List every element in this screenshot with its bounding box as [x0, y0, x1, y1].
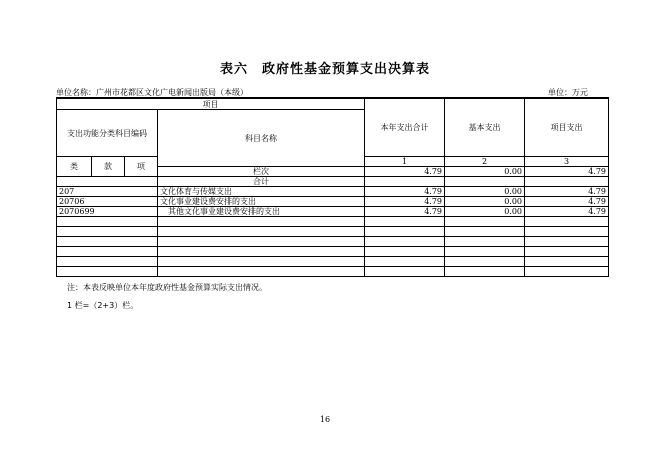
- page-title: 表六 政府性基金预算支出决算表: [219, 62, 430, 77]
- formula-note: 1 栏=（2+3）栏。: [67, 301, 139, 310]
- row-project: 4.79: [525, 197, 609, 207]
- empty-row: [57, 257, 609, 267]
- col3-number: 3: [525, 157, 609, 167]
- row-code: 2070699: [57, 207, 158, 217]
- unit-name: 单位名称：广州市花都区文化广电新闻出版局（本级）: [56, 88, 248, 97]
- row-basic: 0.00: [445, 187, 525, 197]
- row-total: 4.79: [365, 207, 445, 217]
- table-row: [57, 197, 609, 207]
- kuan-header: 款: [92, 157, 125, 177]
- lei-header: 类: [57, 157, 92, 177]
- project-header: 项目: [57, 98, 365, 110]
- empty-row: [57, 247, 609, 257]
- total-header: 本年支出合计: [365, 98, 445, 157]
- basic-header: 基本支出: [445, 98, 525, 157]
- page-number: 16: [319, 415, 331, 424]
- row-name: 文化体育与传媒支出: [158, 187, 365, 197]
- summary-basic: 0.00: [445, 167, 525, 177]
- project-expense-header: 项目支出: [525, 98, 609, 157]
- row-project: 4.79: [525, 187, 609, 197]
- summary-total: 4.79: [365, 167, 445, 177]
- currency-unit: 单位：万元: [548, 88, 588, 97]
- col1-number: 1: [365, 157, 445, 167]
- summary-project: 4.79: [525, 167, 609, 177]
- summary-row: [57, 177, 609, 187]
- column-no-label: 栏次: [158, 167, 365, 177]
- row-basic: 0.00: [445, 207, 525, 217]
- empty-row: [57, 217, 609, 227]
- header-row-project: [57, 98, 609, 110]
- table-row: [57, 207, 609, 217]
- table-note: 注：本表反映单位本年度政府性基金预算实际支出情况。: [67, 283, 267, 292]
- table-row: [57, 187, 609, 197]
- summary-label: 合计: [158, 177, 365, 187]
- row-code: 20706: [57, 197, 158, 207]
- row-name: 其他文化事业建设费安排的支出: [158, 207, 365, 217]
- col2-number: 2: [445, 157, 525, 167]
- xiang-header: 项: [125, 157, 158, 177]
- row-name: 文化事业建设费安排的支出: [158, 197, 365, 207]
- empty-row: [57, 237, 609, 247]
- empty-row: [57, 267, 609, 277]
- row-total: 4.79: [365, 187, 445, 197]
- subject-name-header: 科目名称: [158, 110, 365, 167]
- row-basic: 0.00: [445, 197, 525, 207]
- func-code-header: 支出功能分类科目编码: [57, 110, 158, 157]
- budget-table: [56, 97, 609, 277]
- empty-row: [57, 227, 609, 237]
- row-code: 207: [57, 187, 158, 197]
- row-project: 4.79: [525, 207, 609, 217]
- row-total: 4.79: [365, 197, 445, 207]
